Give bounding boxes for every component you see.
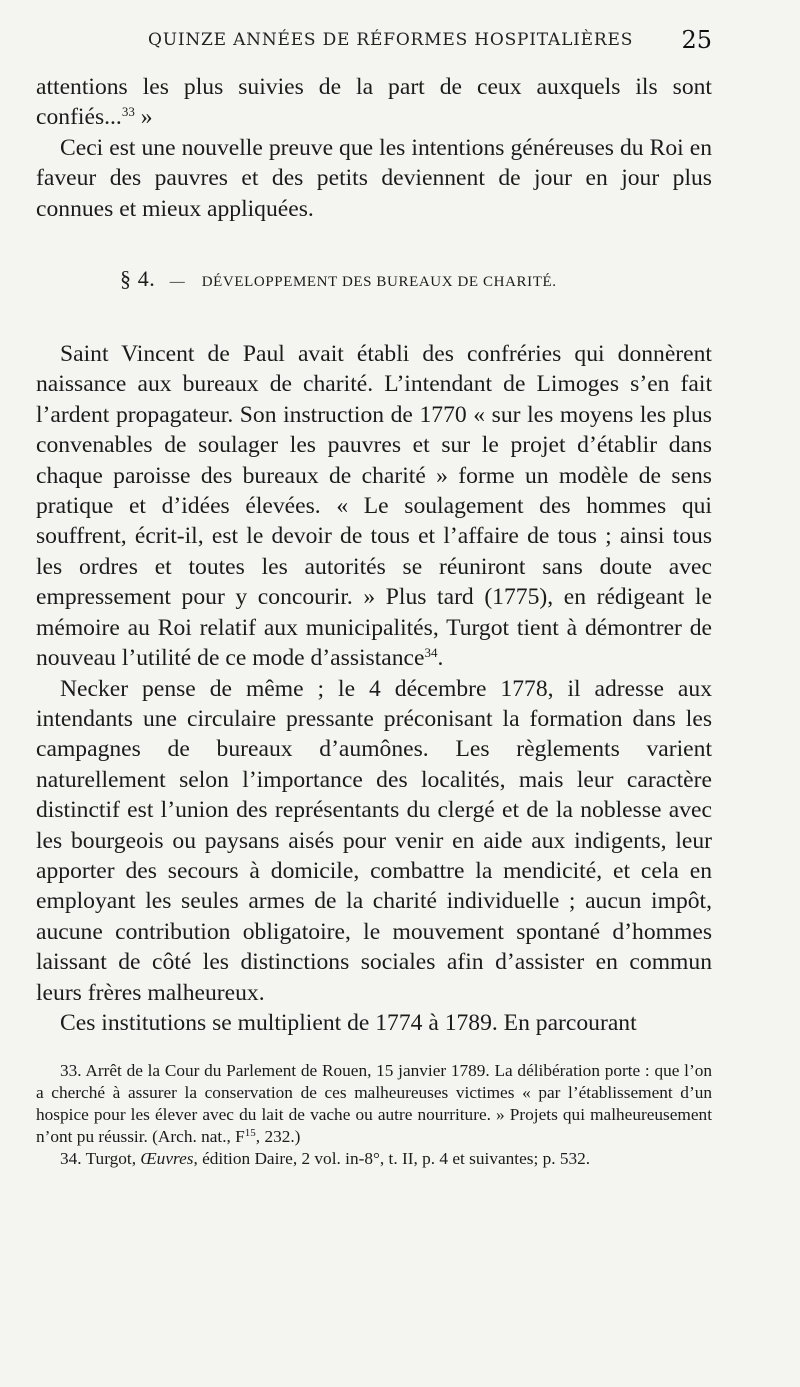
paragraph: Ceci est une nouvelle preuve que les intentions généreuses du Roi en faveur des pauvres et des petits deviennent de jour en jour plus connues et mieux appliquées. — [36, 134, 712, 222]
footnotes — [36, 1060, 712, 1170]
paragraph-end: . — [437, 645, 444, 672]
section-heading — [36, 264, 712, 297]
running-title: QUINZE ANNÉES DE RÉFORMES HOSPITALIÈRES — [148, 30, 634, 50]
body-text — [36, 72, 712, 1038]
footnote-text: 34. Turgot, — [60, 1149, 141, 1168]
paragraph: Necker pense de même ; le 4 décembre 1778, il adresse aux intendants une circulaire pressante préconisant la formation dans les campagnes de bureaux d’aumônes. Les règlements varient naturellement selon l’importance des localités, mais leur caractère distinctif est l’union des représentants du clergé et de la noblesse avec les bourgeois ou paysans aisés pour venir en aide aux indigents, leur apporter des secours à domicile, combattre la mendicité, et cela en employant les seules armes de la charité individuelle ; aucun impôt, aucune contribution obligatoire, le mouvement spontané d’hommes laissant de côté les distinctions sociales afin d’assister en commun leurs frères malheureux. — [36, 675, 712, 1006]
closing-quote: » — [134, 104, 153, 131]
paragraph-continuation — [36, 72, 712, 133]
footnote-text: 33. Arrêt de la Cour du Parlement de Rouen, 15 janvier 1789. La délibération porte : que l’on a cherché à assurer la conservation de ces malheureuses victimes « par l’établissement d’un hospice pour les élever avec du lait de vache ou autre nourriture. » Projets qui malheureusement n’ont pu réussir. (Arch. nat., F — [36, 1061, 712, 1146]
footnote-33 — [36, 1060, 712, 1148]
section-dash: — — [169, 274, 186, 291]
section-title: DÉVELOPPEMENT DES BUREAUX DE CHARITÉ. — [201, 274, 557, 291]
footnote-34 — [36, 1148, 712, 1170]
paragraph — [36, 339, 712, 673]
page-number: 25 — [681, 26, 712, 54]
footnote-ref-34: 34 — [424, 645, 438, 661]
footnote-end: , 232.) — [255, 1127, 301, 1146]
footnote-work-title: Œuvres — [140, 1149, 194, 1168]
footnote-ref-33: 33 — [121, 104, 135, 120]
footnote-superscript: 15 — [244, 1127, 256, 1139]
paragraph-text: Saint Vincent de Paul avait établi des confréries qui donnèrent naissance aux bureaux de charité. L’intendant de Limoges s’en fait l’ardent propagateur. Son instruction de 1770 « sur les moyens les plus convenables de soulager les pauvres et sur le projet d’établir dans chaque paroisse des bureaux de charité » forme un modèle de sens pratique et d’idées élevées. « Le soulagement des hommes qui souffrent, écrit-il, est le devoir de tous et l’affaire de tous ; ainsi tous les ordres et toutes les autorités se réuniront sans doute avec empressement pour y concourir. » Plus tard (1775), en rédigeant le mémoire au Roi relatif aux municipalités, Turgot tient à démontrer de nouveau l’utilité de ce mode d’assistance — [36, 341, 712, 672]
section-number: § 4. — [120, 266, 156, 292]
page-header — [36, 26, 712, 60]
paragraph-text: attentions les plus suivies de la part de ceux auxquels ils sont confiés... — [36, 74, 712, 131]
paragraph: Ces institutions se multiplient de 1774 à 1789. En parcourant — [60, 1009, 637, 1036]
footnote-end: , édition Daire, 2 vol. in-8°, t. II, p. 4 et suivantes; p. 532. — [193, 1149, 591, 1168]
